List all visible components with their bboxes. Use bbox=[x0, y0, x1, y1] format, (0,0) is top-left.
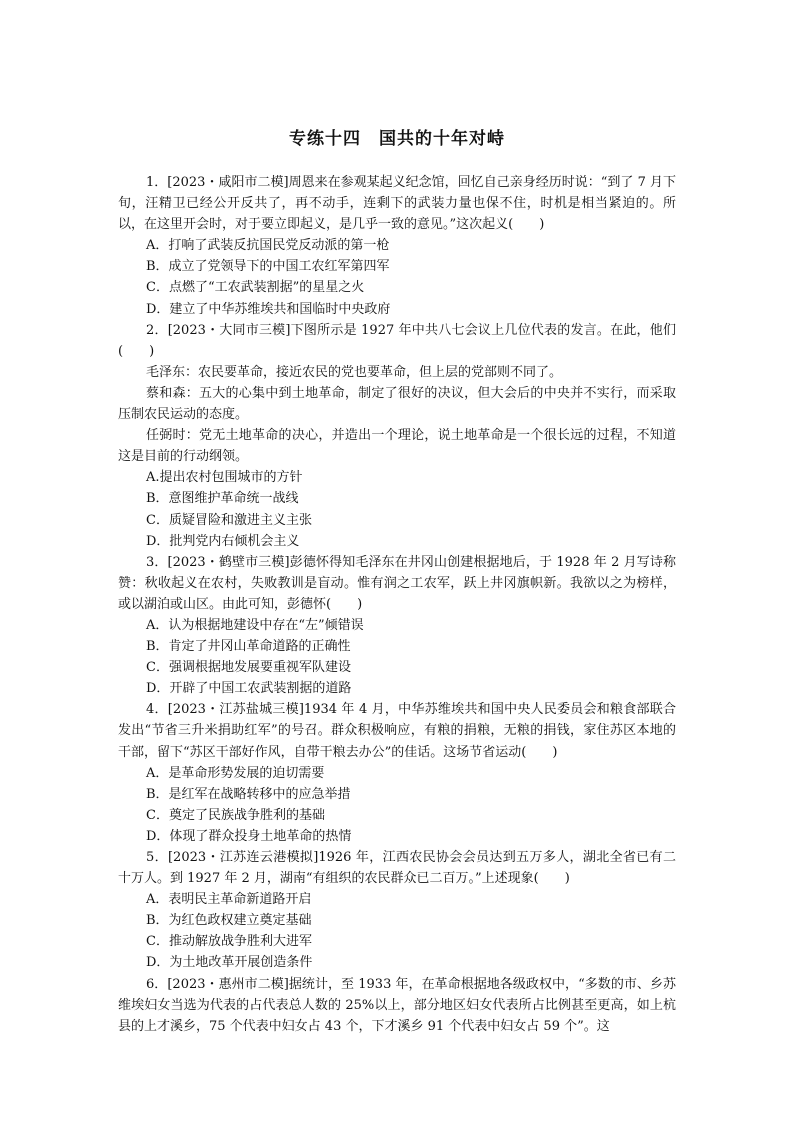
question-6 bbox=[118, 974, 676, 1037]
question-2 bbox=[118, 320, 676, 552]
option-d: D．建立了中华苏维埃共和国临时中央政府 bbox=[146, 301, 391, 317]
option-c: C．强调根据地发展要重视军队建设 bbox=[146, 660, 351, 676]
option-c: C．点燃了“工农武装割据”的星星之火 bbox=[146, 280, 365, 296]
option-a: A．打响了武装反抗国民党反动派的第一枪 bbox=[146, 238, 390, 254]
quote-cai: 蔡和森：五大的心集中到土地革命，制定了很好的决议，但大会后的中央并不实行，而采取压制农民运动的态度。 bbox=[118, 385, 676, 423]
option-d: D．开辟了中国工农武装割据的道路 bbox=[146, 681, 352, 697]
option-a: A．是革命形势发展的迫切需要 bbox=[146, 765, 325, 781]
option-d: D．体现了群众投身土地革命的热情 bbox=[146, 828, 352, 844]
option-a: A.提出农村包围城市的方针 bbox=[146, 470, 303, 486]
option-b: B．成立了党领导下的中国工农红军第四军 bbox=[146, 259, 390, 275]
option-c: C．推动解放战争胜利大进军 bbox=[146, 934, 312, 950]
question-stem: 4．[2023・江苏盐城三模]1934 年 4 月，中华苏维埃共和国中央人民委员会和粮食部联合发出“节省三升米捐助红军”的号召。群众积极响应，有粮的捐粮，无粮的捐钱，家住苏区本地的干部，留下“苏区干部好作风，自带干粮去办公”的佳话。这场节省运动( ) bbox=[118, 702, 676, 760]
option-b: B．是红军在战略转移中的应急举措 bbox=[146, 786, 351, 802]
option-b: B．肯定了井冈山革命道路的正确性 bbox=[146, 639, 351, 655]
option-d: D．批判党内右倾机会主义 bbox=[146, 533, 300, 549]
quote-ren: 任弼时：党无土地革命的决心，并造出一个理论，说土地革命是一个很长远的过程，不知道这是目前的行动纲领。 bbox=[118, 428, 676, 465]
option-a: A．表明民主革命新道路开启 bbox=[146, 892, 312, 908]
question-stem: 5．[2023・江苏连云港模拟]1926 年，江西农民协会会员达到五万多人，湖北全省已有二十万人。到 1927 年 2 月，湖南“有组织的农民群众已二百万。”上述现象( ) bbox=[118, 850, 676, 887]
page-title bbox=[0, 124, 794, 149]
quote-mao: 毛泽东：农民要革命，接近农民的党也要革命，但上层的党部则不同了。 bbox=[146, 364, 563, 380]
title-topic: 国共的十年对峙 bbox=[379, 129, 505, 149]
option-b: B．为红色政权建立奠定基础 bbox=[146, 913, 312, 929]
question-stem: 6．[2023・惠州市二模]据统计，至 1933 年，在革命根据地各级政权中，“多数的市、乡苏维埃妇女当选为代表的占代表总人数的 25%以上，部分地区妇女代表所占比例甚至更高，如上杭县的上才溪乡，75 个代表中妇女占 43 个，下才溪乡 91 个代表中妇女占 59 个”。这 bbox=[118, 976, 676, 1034]
question-stem: 2．[2023・大同市三模]下图所示是 1927 年中共八七会议上几位代表的发言。在此，他们( ) bbox=[118, 322, 676, 359]
option-a: A．认为根据地建设中存在“左”倾错误 bbox=[146, 617, 364, 633]
option-c: C．奠定了民族战争胜利的基础 bbox=[146, 807, 325, 823]
question-3 bbox=[118, 552, 676, 700]
question-4 bbox=[118, 699, 676, 847]
question-list bbox=[118, 172, 676, 1037]
option-c: C．质疑冒险和激进主义主张 bbox=[146, 512, 312, 528]
question-5 bbox=[118, 847, 676, 974]
question-1 bbox=[118, 172, 676, 320]
option-b: B．意图维护革命统一战线 bbox=[146, 491, 299, 507]
title-series: 专练十四 bbox=[289, 129, 361, 149]
question-stem: 3．[2023・鹤壁市三模]彭德怀得知毛泽东在井冈山创建根据地后，于 1928 年 2 月写诗称赞：秋收起义在农村，失败教训是盲动。惟有润之工农军，跃上井冈旗帜新。我欲以之为榜样，或以湖泊或山区。由此可知，彭德怀( ) bbox=[118, 554, 676, 612]
question-stem: 1．[2023・咸阳市二模]周恩来在参观某起义纪念馆，回忆自己亲身经历时说：“到了 7 月下旬，汪精卫已经公开反共了，再不动手，连剩下的武装力量也保不住，时机是相当紧迫的。所以，在这里开会时，对于要立即起义，是几乎一致的意见。”这次起义( ) bbox=[118, 175, 676, 233]
option-d: D．为土地改革开展创造条件 bbox=[146, 955, 313, 971]
